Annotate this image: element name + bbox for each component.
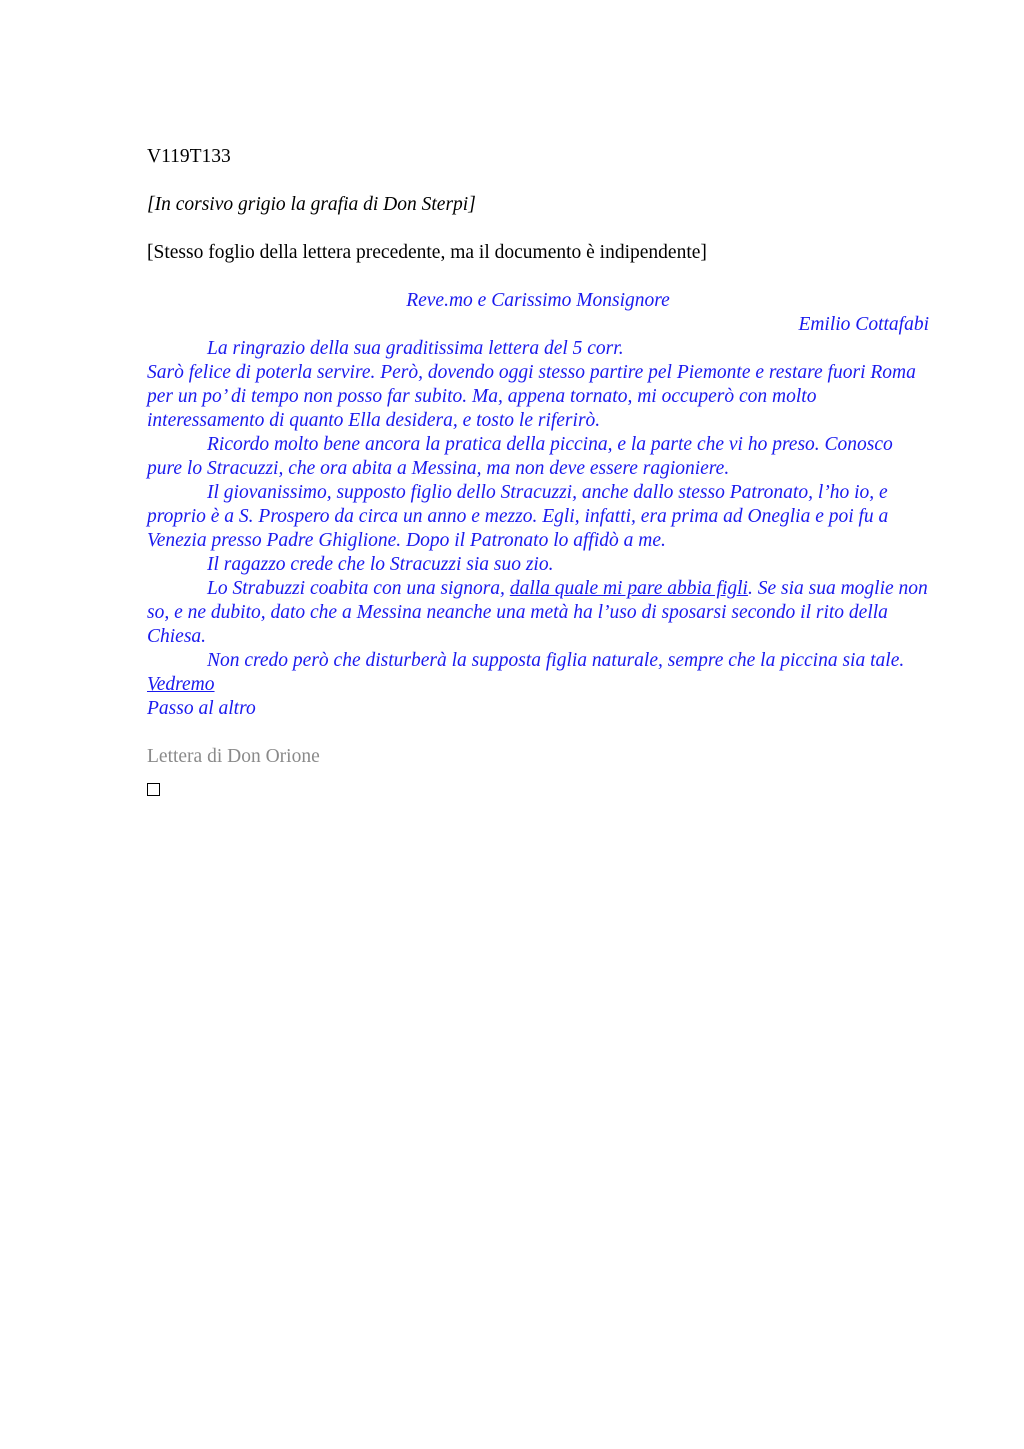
paragraph-7: Passo al altro xyxy=(147,698,256,719)
paragraph-3: Il giovanissimo, supposto figlio dello Stracuzzi, anche dallo stesso Patronato, l’ho io, e proprio è a S. Prospero da circa un anno e mezzo. Egli, infatti, era prima ad Oneglia e poi fu a Venezia presso Padre Ghiglione. Dopo il Patronato lo affidò a me. xyxy=(147,482,889,551)
editorial-note-sheet: [Stesso foglio della lettera precedente, ma il documento è indipendente] xyxy=(147,242,707,263)
paragraph-2: Ricordo molto bene ancora la pratica della piccina, e la parte che vi ho preso. Conosco pure lo Stracuzzi, che ora abita a Messina, ma non deve essere ragioniere. xyxy=(147,434,893,479)
document-page xyxy=(147,145,929,796)
footer-label: Lettera di Don Orione xyxy=(147,746,320,767)
document-id: V119T133 xyxy=(147,146,231,167)
paragraph-5 xyxy=(147,577,929,649)
paragraph-1-rest: Sarò felice di poterla servire. Però, dovendo oggi stesso partire pel Piemonte e restare fuori Roma per un po’ di tempo non posso far subito. Ma, appena tornato, mi occuperò con molto interessamento di quanto Ella desidera, e tosto le riferirò. xyxy=(147,362,916,431)
checkbox[interactable] xyxy=(147,783,160,796)
paragraph-5-end: . Se sia sua moglie non so, e ne dubito, dato che a Messina neanche una metà ha l’uso di sposarsi secondo il rito della Chiesa. xyxy=(147,578,928,647)
paragraph-1-line-1: La ringrazio della sua graditissima lettera del 5 corr. xyxy=(207,338,624,359)
paragraph-5-start: Lo Strabuzzi coabita con una signora, xyxy=(207,578,510,599)
paragraph-6 xyxy=(147,649,929,697)
paragraph-6-text: Non credo però che disturberà la supposta figlia naturale, sempre che la piccina sia tale. xyxy=(207,650,905,671)
paragraph-6-underlined: Vedremo xyxy=(147,674,215,695)
editorial-note-cursive: [In corsivo grigio la grafia di Don Sterpi] xyxy=(147,194,476,215)
salutation: Reve.mo e Carissimo Monsignore xyxy=(406,290,670,311)
paragraph-4: Il ragazzo crede che lo Stracuzzi sia suo zio. xyxy=(207,554,554,575)
letter-body xyxy=(147,289,929,721)
recipient-name: Emilio Cottafabi xyxy=(798,314,929,335)
paragraph-5-underlined: dalla quale mi pare abbia figli xyxy=(509,578,748,599)
